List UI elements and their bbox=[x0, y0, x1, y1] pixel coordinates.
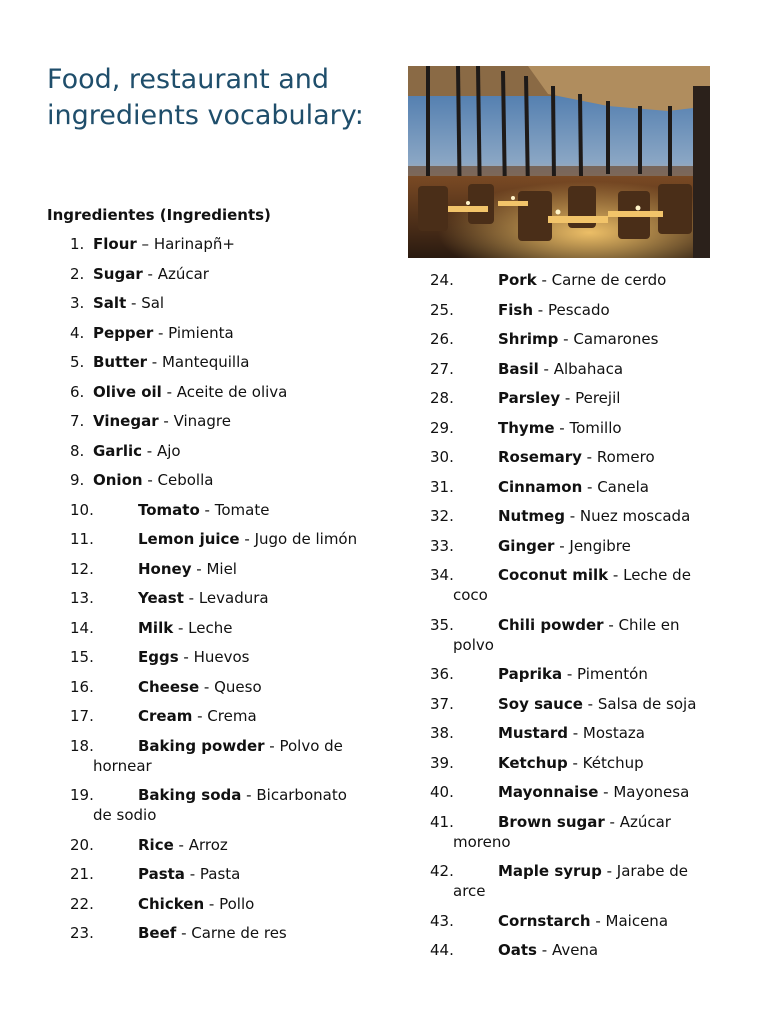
item-separator: - bbox=[178, 648, 194, 666]
item-number: 36. bbox=[430, 665, 454, 683]
list-item bbox=[70, 234, 360, 254]
item-translation: Mantequilla bbox=[161, 353, 250, 371]
item-number: 19. bbox=[70, 786, 94, 804]
item-separator: - bbox=[161, 382, 177, 401]
list-item bbox=[70, 411, 360, 431]
item-term: Mustard bbox=[498, 724, 568, 742]
item-term: Milk bbox=[138, 618, 174, 637]
list-item bbox=[430, 388, 720, 408]
list-item bbox=[70, 618, 360, 638]
restaurant-photo bbox=[408, 66, 710, 258]
item-number: 22. bbox=[70, 894, 94, 913]
item-translation: Pasta bbox=[199, 865, 241, 883]
item-separator: - bbox=[567, 724, 583, 742]
list-item bbox=[430, 911, 720, 931]
item-term: Rosemary bbox=[498, 448, 582, 466]
item-term: Paprika bbox=[498, 665, 563, 683]
item-translation: Pimienta bbox=[168, 323, 234, 342]
list-item bbox=[70, 559, 360, 579]
ingredients-list-right bbox=[430, 270, 720, 960]
item-translation: Canela bbox=[597, 477, 649, 496]
item-term: Fish bbox=[498, 300, 533, 319]
item-translation: Pescado bbox=[547, 300, 610, 319]
item-number: 10. bbox=[70, 500, 94, 519]
item-translation: Huevos bbox=[193, 648, 250, 666]
item-separator: - bbox=[567, 753, 583, 772]
item-term: Ginger bbox=[498, 536, 555, 555]
item-term: Cheese bbox=[138, 677, 200, 696]
item-term: Soy sauce bbox=[498, 694, 583, 713]
item-translation: Camarones bbox=[573, 330, 659, 348]
item-term: Olive oil bbox=[93, 382, 162, 401]
item-translation: Carne de cerdo bbox=[551, 271, 667, 289]
list-item bbox=[70, 441, 360, 461]
item-number: 14. bbox=[70, 618, 94, 637]
list-item bbox=[430, 506, 720, 526]
list-item bbox=[70, 677, 360, 697]
item-term: Cream bbox=[138, 707, 193, 725]
item-number: 38. bbox=[430, 724, 454, 742]
item-translation: Cebolla bbox=[157, 471, 214, 489]
item-term: Chili powder bbox=[498, 615, 604, 634]
list-item bbox=[430, 940, 720, 960]
item-separator: - bbox=[142, 471, 158, 489]
item-term: Garlic bbox=[93, 441, 143, 460]
item-separator: - bbox=[562, 665, 578, 683]
item-separator: - bbox=[590, 911, 606, 930]
item-number: 2. bbox=[70, 264, 85, 283]
item-number: 6. bbox=[70, 382, 85, 401]
list-item bbox=[70, 500, 360, 520]
item-term: Parsley bbox=[498, 389, 561, 407]
item-separator: - bbox=[173, 835, 189, 854]
item-translation: Jengibre bbox=[569, 536, 631, 555]
item-term: Beef bbox=[138, 924, 177, 942]
item-separator: - bbox=[264, 736, 280, 755]
item-separator: - bbox=[560, 389, 576, 407]
item-translation: Romero bbox=[596, 448, 655, 466]
item-term: Sugar bbox=[93, 264, 143, 283]
item-translation: Perejil bbox=[575, 389, 621, 407]
item-number: 43. bbox=[430, 911, 454, 930]
list-item bbox=[430, 664, 720, 684]
list-item bbox=[70, 894, 360, 914]
item-separator: – bbox=[136, 235, 154, 253]
item-translation: Vinagre bbox=[173, 412, 231, 430]
item-term: Maple syrup bbox=[498, 862, 602, 880]
ingredients-list-left bbox=[70, 234, 360, 943]
item-separator: - bbox=[126, 294, 142, 312]
item-number: 18. bbox=[70, 736, 94, 755]
item-translation: Avena bbox=[551, 941, 599, 959]
item-term: Eggs bbox=[138, 648, 179, 666]
item-translation: Leche bbox=[188, 618, 233, 637]
item-term: Tomato bbox=[138, 500, 200, 519]
item-separator: - bbox=[603, 615, 619, 634]
item-translation: Tomate bbox=[214, 500, 270, 519]
item-separator: - bbox=[536, 271, 552, 289]
item-number: 44. bbox=[430, 941, 454, 959]
item-number: 17. bbox=[70, 707, 94, 725]
item-separator: - bbox=[142, 264, 158, 283]
item-separator: - bbox=[533, 300, 548, 319]
item-translation: Maicena bbox=[605, 911, 669, 930]
list-item bbox=[70, 736, 360, 776]
item-number: 9. bbox=[70, 471, 85, 489]
item-separator: - bbox=[554, 418, 570, 437]
item-separator: - bbox=[601, 862, 617, 880]
list-item bbox=[70, 323, 360, 343]
item-term: Chicken bbox=[138, 894, 205, 913]
list-item bbox=[70, 352, 360, 372]
item-translation: Mostaza bbox=[582, 724, 645, 742]
item-translation: Pimentón bbox=[577, 665, 648, 683]
item-separator: - bbox=[184, 865, 200, 883]
item-translation: Ajo bbox=[156, 441, 181, 460]
item-separator: - bbox=[554, 536, 570, 555]
item-separator: - bbox=[147, 353, 162, 371]
item-translation: Levadura bbox=[198, 589, 269, 607]
item-translation: Chile en polvo bbox=[453, 615, 680, 654]
item-separator: - bbox=[199, 500, 215, 519]
item-term: Yeast bbox=[138, 589, 184, 607]
item-translation: Nuez moscada bbox=[579, 507, 691, 525]
item-separator: - bbox=[538, 359, 554, 378]
item-number: 27. bbox=[430, 359, 454, 378]
list-item bbox=[430, 615, 720, 655]
list-item bbox=[430, 861, 720, 901]
list-item bbox=[70, 588, 360, 608]
item-number: 11. bbox=[70, 530, 94, 548]
item-separator: - bbox=[241, 786, 257, 804]
item-separator: - bbox=[582, 477, 598, 496]
item-number: 25. bbox=[430, 300, 454, 319]
item-translation: Polvo de hornear bbox=[93, 736, 343, 775]
item-number: 32. bbox=[430, 507, 454, 525]
item-translation: Miel bbox=[206, 559, 237, 578]
list-item bbox=[430, 723, 720, 743]
item-term: Butter bbox=[93, 353, 148, 371]
item-separator: - bbox=[608, 566, 624, 584]
item-number: 3. bbox=[70, 294, 85, 312]
item-number: 33. bbox=[430, 536, 454, 555]
item-term: Mayonnaise bbox=[498, 783, 599, 801]
list-item bbox=[70, 264, 360, 284]
item-number: 42. bbox=[430, 862, 454, 880]
item-translation: Leche de coco bbox=[453, 566, 691, 604]
item-number: 20. bbox=[70, 835, 94, 854]
list-item bbox=[70, 382, 360, 402]
item-separator: - bbox=[173, 618, 189, 637]
item-term: Baking powder bbox=[138, 736, 265, 755]
list-item bbox=[70, 470, 360, 490]
item-separator: - bbox=[153, 323, 169, 342]
list-item bbox=[430, 270, 720, 290]
item-translation: Salsa de soja bbox=[597, 694, 697, 713]
list-item bbox=[430, 812, 720, 852]
item-translation: Crema bbox=[207, 707, 257, 725]
item-translation: Tomillo bbox=[569, 418, 622, 437]
item-separator: - bbox=[142, 441, 157, 460]
list-item bbox=[70, 706, 360, 726]
item-number: 24. bbox=[430, 271, 454, 289]
item-separator: - bbox=[598, 783, 614, 801]
item-number: 39. bbox=[430, 753, 454, 772]
item-number: 21. bbox=[70, 865, 94, 883]
item-translation: Queso bbox=[214, 677, 262, 696]
item-separator: - bbox=[204, 894, 220, 913]
item-separator: - bbox=[192, 707, 208, 725]
item-term: Pork bbox=[498, 271, 537, 289]
item-term: Shrimp bbox=[498, 330, 559, 348]
item-separator: - bbox=[564, 507, 580, 525]
item-number: 40. bbox=[430, 783, 454, 801]
item-number: 35. bbox=[430, 615, 454, 634]
list-item bbox=[70, 923, 360, 943]
item-term: Onion bbox=[93, 471, 143, 489]
item-term: Vinegar bbox=[93, 412, 159, 430]
item-term: Nutmeg bbox=[498, 507, 565, 525]
item-translation: Bicarbonato de sodio bbox=[93, 786, 347, 824]
list-item bbox=[70, 529, 360, 549]
item-number: 29. bbox=[430, 418, 454, 437]
item-number: 30. bbox=[430, 448, 454, 466]
item-separator: - bbox=[604, 812, 620, 831]
item-number: 5. bbox=[70, 353, 85, 371]
restaurant-photo-illustration bbox=[408, 66, 710, 258]
list-item bbox=[70, 647, 360, 667]
item-number: 23. bbox=[70, 924, 94, 942]
item-term: Oats bbox=[498, 941, 537, 959]
item-separator: - bbox=[536, 941, 552, 959]
list-item bbox=[70, 864, 360, 884]
item-term: Rice bbox=[138, 835, 174, 854]
item-number: 26. bbox=[430, 330, 454, 348]
list-item bbox=[430, 477, 720, 497]
item-translation: Albahaca bbox=[553, 359, 624, 378]
item-separator: - bbox=[199, 677, 215, 696]
item-number: 8. bbox=[70, 441, 85, 460]
item-number: 1. bbox=[70, 235, 85, 253]
list-item bbox=[430, 782, 720, 802]
item-translation: Kétchup bbox=[582, 753, 644, 772]
item-number: 34. bbox=[430, 566, 454, 584]
item-number: 15. bbox=[70, 648, 94, 666]
item-separator: - bbox=[581, 448, 597, 466]
item-separator: - bbox=[158, 412, 174, 430]
item-number: 28. bbox=[430, 389, 454, 407]
item-translation: Harinapñ+ bbox=[153, 235, 235, 253]
item-term: Thyme bbox=[498, 418, 555, 437]
item-term: Baking soda bbox=[138, 786, 242, 804]
list-item bbox=[70, 293, 360, 313]
list-item bbox=[430, 418, 720, 438]
item-translation: Azúcar moreno bbox=[453, 812, 671, 851]
item-term: Basil bbox=[498, 359, 539, 378]
item-translation: Arroz bbox=[188, 835, 228, 854]
item-term: Ketchup bbox=[498, 753, 568, 772]
list-item bbox=[70, 785, 360, 825]
item-translation: Pollo bbox=[219, 894, 255, 913]
item-separator: - bbox=[582, 694, 598, 713]
list-item bbox=[430, 447, 720, 467]
item-term: Pepper bbox=[93, 323, 154, 342]
item-translation: Jugo de limón bbox=[254, 530, 358, 548]
item-translation: Mayonesa bbox=[613, 783, 690, 801]
item-translation: Carne de res bbox=[191, 924, 287, 942]
item-number: 7. bbox=[70, 412, 85, 430]
item-separator: - bbox=[183, 589, 199, 607]
item-number: 16. bbox=[70, 677, 94, 696]
list-item bbox=[430, 329, 720, 349]
list-item bbox=[430, 359, 720, 379]
item-term: Flour bbox=[93, 235, 137, 253]
list-item bbox=[430, 300, 720, 320]
item-number: 41. bbox=[430, 812, 454, 831]
item-term: Cornstarch bbox=[498, 911, 591, 930]
item-translation: Jarabe de arce bbox=[453, 862, 689, 900]
item-number: 13. bbox=[70, 589, 94, 607]
list-item bbox=[430, 694, 720, 714]
item-translation: Sal bbox=[141, 294, 165, 312]
item-separator: - bbox=[239, 530, 255, 548]
list-item bbox=[430, 565, 720, 605]
item-term: Salt bbox=[93, 294, 127, 312]
item-separator: - bbox=[176, 924, 192, 942]
item-term: Lemon juice bbox=[138, 530, 240, 548]
item-number: 31. bbox=[430, 477, 454, 496]
item-term: Pasta bbox=[138, 865, 185, 883]
item-separator: - bbox=[558, 330, 574, 348]
page-title: Food, restaurant and ingredients vocabulary: bbox=[47, 64, 364, 131]
item-translation: Azúcar bbox=[157, 264, 209, 283]
item-term: Coconut milk bbox=[498, 566, 609, 584]
list-item bbox=[430, 753, 720, 773]
item-separator: - bbox=[191, 559, 207, 578]
item-number: 4. bbox=[70, 323, 85, 342]
section-heading: Ingredientes (Ingredients) bbox=[47, 206, 271, 224]
item-number: 37. bbox=[430, 694, 454, 713]
item-number: 12. bbox=[70, 559, 94, 578]
item-term: Honey bbox=[138, 559, 192, 578]
list-item bbox=[430, 536, 720, 556]
item-term: Cinnamon bbox=[498, 477, 583, 496]
item-translation: Aceite de oliva bbox=[176, 382, 288, 401]
item-term: Brown sugar bbox=[498, 812, 605, 831]
list-item bbox=[70, 835, 360, 855]
